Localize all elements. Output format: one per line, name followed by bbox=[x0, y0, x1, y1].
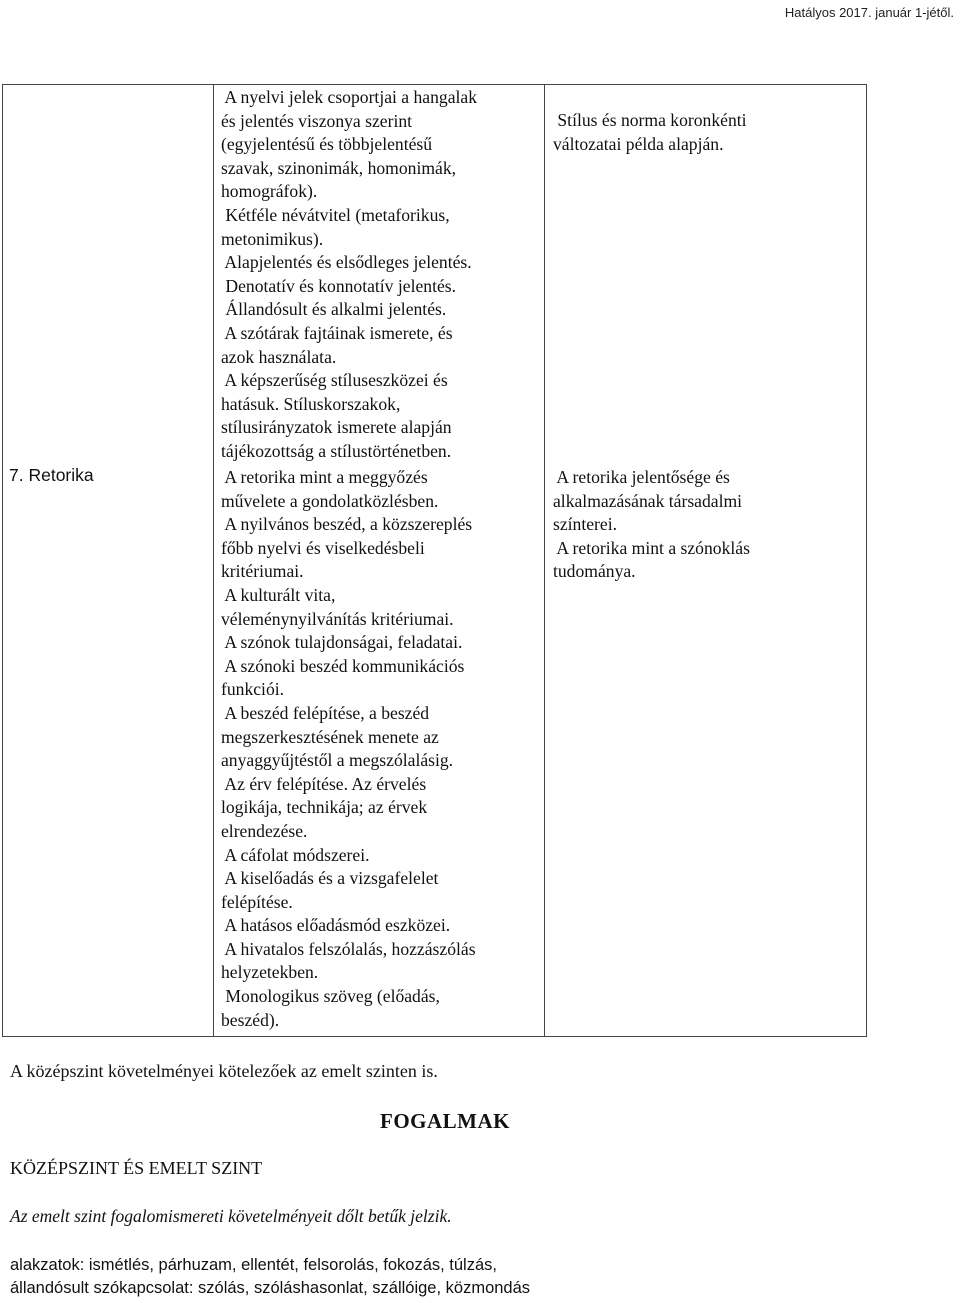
row1-content-line: Kétféle névátvitel (metaforikus, bbox=[221, 204, 450, 225]
table-col-divider-1 bbox=[213, 84, 214, 1037]
row2-content-line: megszerkesztésének menete az bbox=[221, 726, 439, 747]
term-line: állandósult szókapcsolat: szólás, szóláshasonlat, szállóige, közmondás bbox=[10, 1279, 531, 1297]
terms-list bbox=[10, 1254, 530, 1300]
row1-content-line: A szótárak fajtáinak ismerete, és bbox=[221, 322, 453, 343]
term-line: alakzatok: ismétlés, párhuzam, ellentét, felsorolás, fokozás, túlzás, bbox=[10, 1256, 497, 1274]
row2-right-line: színterei. bbox=[553, 514, 617, 535]
row1-content-line: (egyjelentésű és többjelentésű bbox=[221, 134, 433, 155]
row1-content-line: Alapjelentés és elsődleges jelentés. bbox=[221, 252, 472, 273]
row2-content-line: kritériumai. bbox=[221, 561, 304, 582]
italic-note: Az emelt szint fogalomismereti követelményeit dőlt betűk jelzik. bbox=[10, 1206, 452, 1226]
row2-content-line: főbb nyelvi és viselkedésbeli bbox=[221, 537, 425, 558]
row1-content-line: metonimikus). bbox=[221, 228, 324, 249]
row2-content-line: A nyilvános beszéd, a közszereplés bbox=[221, 514, 473, 535]
row2-right-cell bbox=[553, 466, 750, 584]
row2-right-line: tudománya. bbox=[553, 561, 636, 582]
row1-content-line: A nyelvi jelek csoportjai a hangalak bbox=[221, 87, 478, 107]
row2-content-line: beszéd). bbox=[221, 1009, 280, 1030]
row2-right-line: A retorika jelentősége és bbox=[553, 467, 730, 487]
row2-content-line: Monologikus szöveg (előadás, bbox=[221, 986, 440, 1007]
row1-content-line: homográfok). bbox=[221, 181, 318, 202]
table-left-border bbox=[2, 84, 3, 1037]
row2-content-line: A szónoki beszéd kommunikációs bbox=[221, 655, 465, 676]
row1-content-line: szavak, szinonimák, homonimák, bbox=[221, 157, 457, 178]
row1-content-line: Állandósult és alkalmi jelentés. bbox=[221, 299, 447, 320]
table-col-divider-2 bbox=[544, 84, 545, 1037]
row2-right-line: A retorika mint a szónoklás bbox=[553, 537, 750, 558]
row1-content-line: és jelentés viszonya szerint bbox=[221, 110, 413, 131]
row1-right-cell bbox=[553, 109, 747, 156]
row2-content-line: Az érv felépítése. Az érvelés bbox=[221, 773, 427, 794]
row2-content-line: A beszéd felépítése, a beszéd bbox=[221, 702, 430, 723]
row2-content-line: véleménynyilvánítás kritériumai. bbox=[221, 608, 454, 629]
row1-right-line: Stílus és norma koronkénti bbox=[553, 110, 747, 130]
row2-content-line: A retorika mint a meggyőzés bbox=[221, 467, 428, 487]
row1-content-line: tájékozottság a stílustörténetben. bbox=[221, 440, 452, 461]
row2-content-line: elrendezése. bbox=[221, 820, 308, 841]
row1-content-line: azok használata. bbox=[221, 346, 337, 367]
row1-content-cell bbox=[221, 86, 477, 464]
row2-content-line: A cáfolat módszerei. bbox=[221, 844, 370, 865]
row2-content-line: anyaggyűjtéstől a megszólalásig. bbox=[221, 750, 454, 771]
table-bottom-border bbox=[2, 1036, 867, 1037]
row1-right-line: változatai példa alapján. bbox=[553, 133, 724, 154]
row2-content-line: helyzetekben. bbox=[221, 962, 319, 983]
row2-content-line: A kiselőadás és a vizsgafelelet bbox=[221, 868, 439, 889]
row2-content-line: A kulturált vita, bbox=[221, 584, 336, 605]
row2-content-line: A hatásos előadásmód eszközei. bbox=[221, 915, 451, 936]
row2-content-line: felépítése. bbox=[221, 891, 293, 912]
row2-content-line: funkciói. bbox=[221, 679, 285, 700]
row1-content-line: Denotatív és konnotatív jelentés. bbox=[221, 275, 457, 296]
validity-header: Hatályos 2017. január 1-jétől. bbox=[784, 5, 954, 20]
row1-content-line: stílusirányzatok ismerete alapján bbox=[221, 417, 452, 438]
row1-content-line: A képszerűség stíluseszközei és bbox=[221, 370, 448, 391]
table-top-border bbox=[2, 84, 867, 85]
row2-content-line: A hivatalos felszólalás, hozzászólás bbox=[221, 938, 476, 959]
section-title: FOGALMAK bbox=[380, 1109, 510, 1133]
row2-content-line: A szónok tulajdonságai, feladatai. bbox=[221, 632, 463, 653]
row2-content-cell bbox=[221, 466, 476, 1032]
row2-topic: 7. Retorika bbox=[9, 465, 94, 485]
row2-content-line: művelete a gondolatközlésben. bbox=[221, 490, 439, 511]
level-note: A középszint követelményei kötelezőek az emelt szinten is. bbox=[10, 1061, 438, 1081]
row1-content-line: hatásuk. Stíluskorszakok, bbox=[221, 393, 401, 414]
table-right-border bbox=[866, 84, 867, 1037]
row2-right-line: alkalmazásának társadalmi bbox=[553, 490, 743, 511]
row2-content-line: logikája, technikája; az érvek bbox=[221, 797, 428, 818]
level-heading: KÖZÉPSZINT ÉS EMELT SZINT bbox=[10, 1158, 263, 1178]
